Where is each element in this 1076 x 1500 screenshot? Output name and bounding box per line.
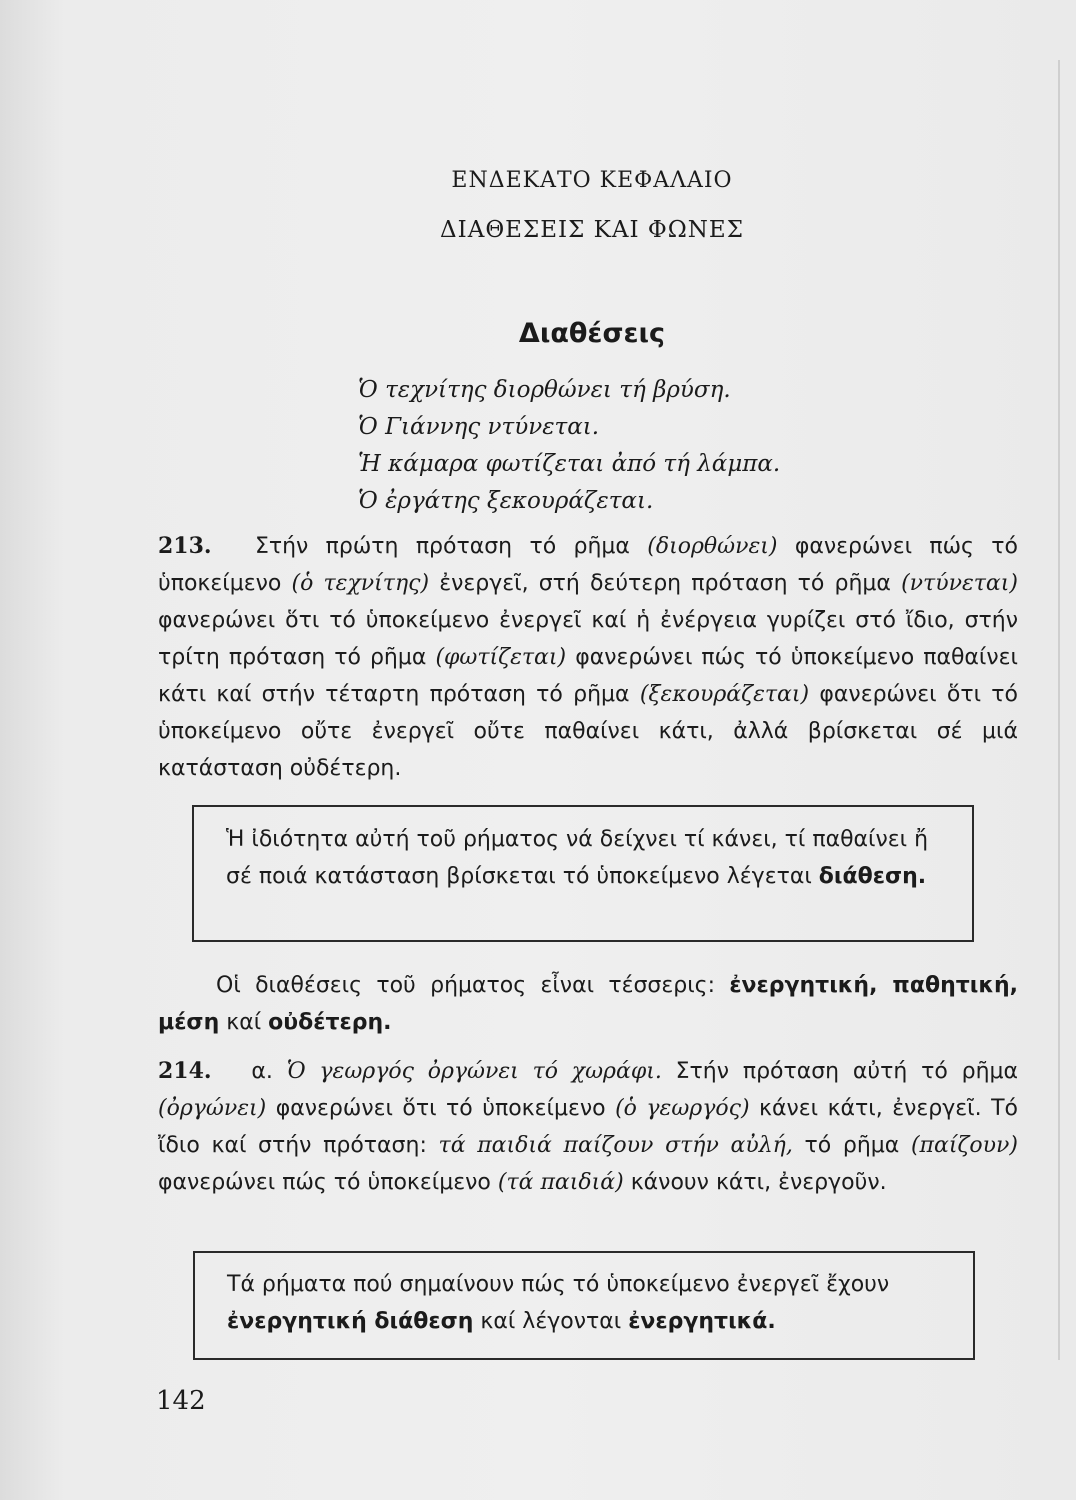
- example-sentence: Ἡ κάμαρα φωτίζεται ἀπό τή λάμπα.: [358, 451, 781, 477]
- page-number: 142: [156, 1386, 206, 1416]
- italic-text: (ὁ τεχνίτης): [291, 571, 430, 596]
- text: καί: [226, 1010, 262, 1035]
- text: τό ρῆμα: [804, 1133, 900, 1158]
- bold-term: οὐδέτερη.: [268, 1010, 392, 1035]
- paragraph-213: [158, 528, 1018, 787]
- text: Τά ρήματα πού σημαίνουν πώς τό ὑποκείμενο ἐνεργεῖ ἔχουν: [227, 1272, 890, 1297]
- text: Ἡ ἰδιότητα αὐτή τοῦ ρήματος νά δείχνει τί κάνει, τί παθαίνει ἤ σέ ποιά κατάσταση βρίσκεται τό ὑποκείμενο λέγεται: [226, 827, 929, 889]
- example-sentence: Ὁ ἐργάτης ξεκουράζεται.: [358, 488, 654, 514]
- paragraph-voice-types: [158, 967, 1018, 1041]
- bold-term: ἐνεργητικά.: [628, 1309, 776, 1334]
- bold-term: διάθεση.: [818, 864, 927, 889]
- italic-text: τά παιδιά παίζουν στήν αὐλή,: [438, 1133, 793, 1158]
- italic-text: (ξεκουράζεται): [639, 682, 810, 707]
- active-voice-box: [193, 1251, 975, 1360]
- italic-text: (ὁ γεωργός): [615, 1096, 750, 1121]
- section-title: Διαθέσεις: [518, 318, 666, 349]
- example-sentence: Ὁ Γιάννης ντύνεται.: [358, 414, 600, 440]
- text: φανερώνει πώς τό ὑποκείμενο: [158, 534, 1018, 596]
- text: φανερώνει ὅτι τό ὑποκείμενο οὔτε ἐνεργεῖ οὔτε παθαίνει κάτι, ἀλλά βρίσκεται σέ μιά κατάσταση οὐδέτερη.: [158, 682, 1018, 781]
- italic-text: (φωτίζεται): [435, 645, 567, 670]
- italic-text: (παίζουν): [910, 1133, 1018, 1158]
- chapter-number: ΕΝΔΕΚΑΤΟ ΚΕΦΑΛΑΙΟ: [451, 168, 733, 193]
- text: κάνει κάτι, ἐνεργεῖ. Τό ἴδιο καί στήν πρόταση:: [158, 1096, 1018, 1158]
- text: φανερώνει πώς τό ὑποκείμενο: [158, 1170, 491, 1195]
- bold-term: ἐνεργητική, παθητική, μέση: [158, 973, 1018, 1035]
- item-label: α.: [251, 1059, 273, 1084]
- page-gutter-shadow: [1058, 60, 1060, 1360]
- text: κάνουν κάτι, ἐνεργοῦν.: [630, 1170, 887, 1195]
- text: φανερώνει ὅτι τό ὑποκείμενο ἐνεργεῖ καί ἡ ἐνέργεια γυρίζει στό ἴδιο, στήν τρίτη πρόταση τό ρῆμα: [158, 608, 1018, 670]
- text: φανερώνει ὅτι τό ὑποκείμενο: [275, 1096, 606, 1121]
- paragraph-number: 213.: [158, 533, 212, 559]
- italic-text: (ὀργώνει): [158, 1096, 267, 1121]
- text: Οἱ διαθέσεις τοῦ ρήματος εἶναι τέσσερις:: [216, 973, 715, 998]
- text: Στήν πρώτη πρόταση τό ρῆμα: [254, 534, 630, 559]
- example-sentence: Ὁ τεχνίτης διορθώνει τή βρύση.: [358, 377, 731, 403]
- text: φανερώνει πώς τό ὑποκείμενο παθαίνει κάτι καί στήν τέταρτη πρόταση τό ρῆμα: [158, 645, 1018, 707]
- italic-text: (διορθώνει): [647, 534, 778, 559]
- italic-text: (τά παιδιά): [497, 1170, 624, 1195]
- text: καί λέγονται: [480, 1309, 622, 1334]
- italic-text: (ντύνεται): [901, 571, 1018, 596]
- paragraph-214: [158, 1053, 1018, 1201]
- bold-term: ἐνεργητική διάθεση: [227, 1309, 474, 1334]
- text: Στήν πρόταση αὐτή τό ρῆμα: [675, 1059, 1019, 1084]
- chapter-title: ΔΙΑΘΕΣΕΙΣ ΚΑΙ ΦΩΝΕΣ: [440, 217, 744, 243]
- text: ἐνεργεῖ, στή δεύτερη πρόταση τό ρῆμα: [439, 571, 891, 596]
- paragraph-number: 214.: [158, 1058, 212, 1084]
- definition-box: [192, 805, 974, 942]
- example-sentences: [358, 372, 780, 520]
- italic-text: Ὁ γεωργός ὀργώνει τό χωράφι.: [286, 1059, 662, 1084]
